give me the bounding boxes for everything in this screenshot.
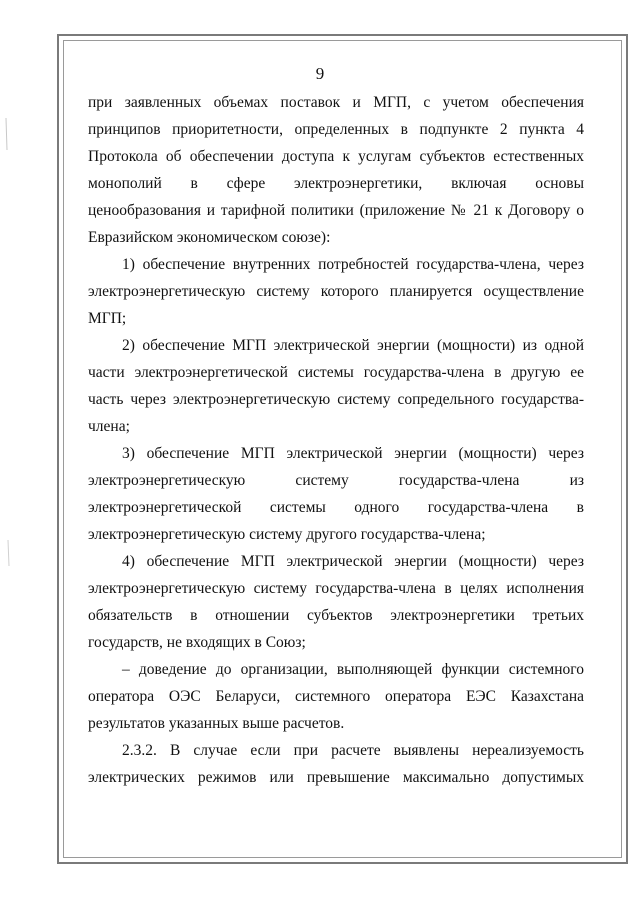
text-line: 1) обеспечение внутренних потребностей государства-члена, через bbox=[122, 256, 584, 273]
text-line: Евразийском экономическом союзе): bbox=[88, 229, 331, 246]
text-line: 2) обеспечение МГП электрической энергии (мощности) из одной bbox=[122, 337, 584, 354]
text-line: 4) обеспечение МГП электрической энергии (мощности) через bbox=[122, 553, 584, 570]
text-line: электрических режимов или превышение максимально допустимых bbox=[88, 769, 584, 786]
text-line: 2.3.2. В случае если при расчете выявлены нереализуемость bbox=[122, 742, 584, 759]
text-line: электроэнергетическую систему государства-члена в целях исполнения bbox=[88, 580, 584, 597]
text-line: части электроэнергетической системы государства-члена в другую ее bbox=[88, 364, 584, 381]
text-line: МГП; bbox=[88, 310, 127, 327]
list-item-3 bbox=[88, 440, 584, 548]
list-item-1 bbox=[88, 251, 584, 332]
text-line: результатов указанных выше расчетов. bbox=[88, 715, 345, 732]
text-line: монополий в сфере электроэнергетики, включая основы bbox=[88, 175, 584, 192]
text-line: электроэнергетическую систему другого государства-члена; bbox=[88, 526, 486, 543]
document-body bbox=[88, 89, 584, 791]
text-line: электроэнергетической системы одного государства-члена в bbox=[88, 499, 584, 516]
list-item-4 bbox=[88, 548, 584, 656]
text-line: электроэнергетическую систему которого планируется осуществление bbox=[88, 283, 584, 300]
text-line: члена; bbox=[88, 418, 130, 435]
text-line: электроэнергетическую систему государства-члена из bbox=[88, 472, 584, 489]
text-line: государств, не входящих в Союз; bbox=[88, 634, 306, 651]
text-line: при заявленных объемах поставок и МГП, с учетом обеспечения bbox=[88, 94, 584, 111]
list-item-dash bbox=[88, 656, 584, 737]
text-line: ценообразования и тарифной политики (приложение № 21 к Договору о bbox=[88, 202, 584, 219]
paragraph-continuation bbox=[88, 89, 584, 251]
text-line: Протокола об обеспечении доступа к услугам субъектов естественных bbox=[88, 148, 584, 165]
text-line: – доведение до организации, выполняющей функции системного bbox=[122, 661, 584, 678]
page-number: 9 bbox=[315, 64, 325, 83]
text-line: оператора ОЭС Беларуси, системного оператора ЕЭС Казахстана bbox=[88, 688, 584, 705]
text-line: часть через электроэнергетическую систему сопредельного государства- bbox=[88, 391, 584, 408]
text-line: 3) обеспечение МГП электрической энергии (мощности) через bbox=[122, 445, 584, 462]
text-line: принципов приоритетности, определенных в подпункте 2 пункта 4 bbox=[88, 121, 584, 138]
list-item-2 bbox=[88, 332, 584, 440]
section-2-3-2 bbox=[88, 737, 584, 791]
text-line: обязательств в отношении субъектов электроэнергетики третьих bbox=[88, 607, 584, 624]
